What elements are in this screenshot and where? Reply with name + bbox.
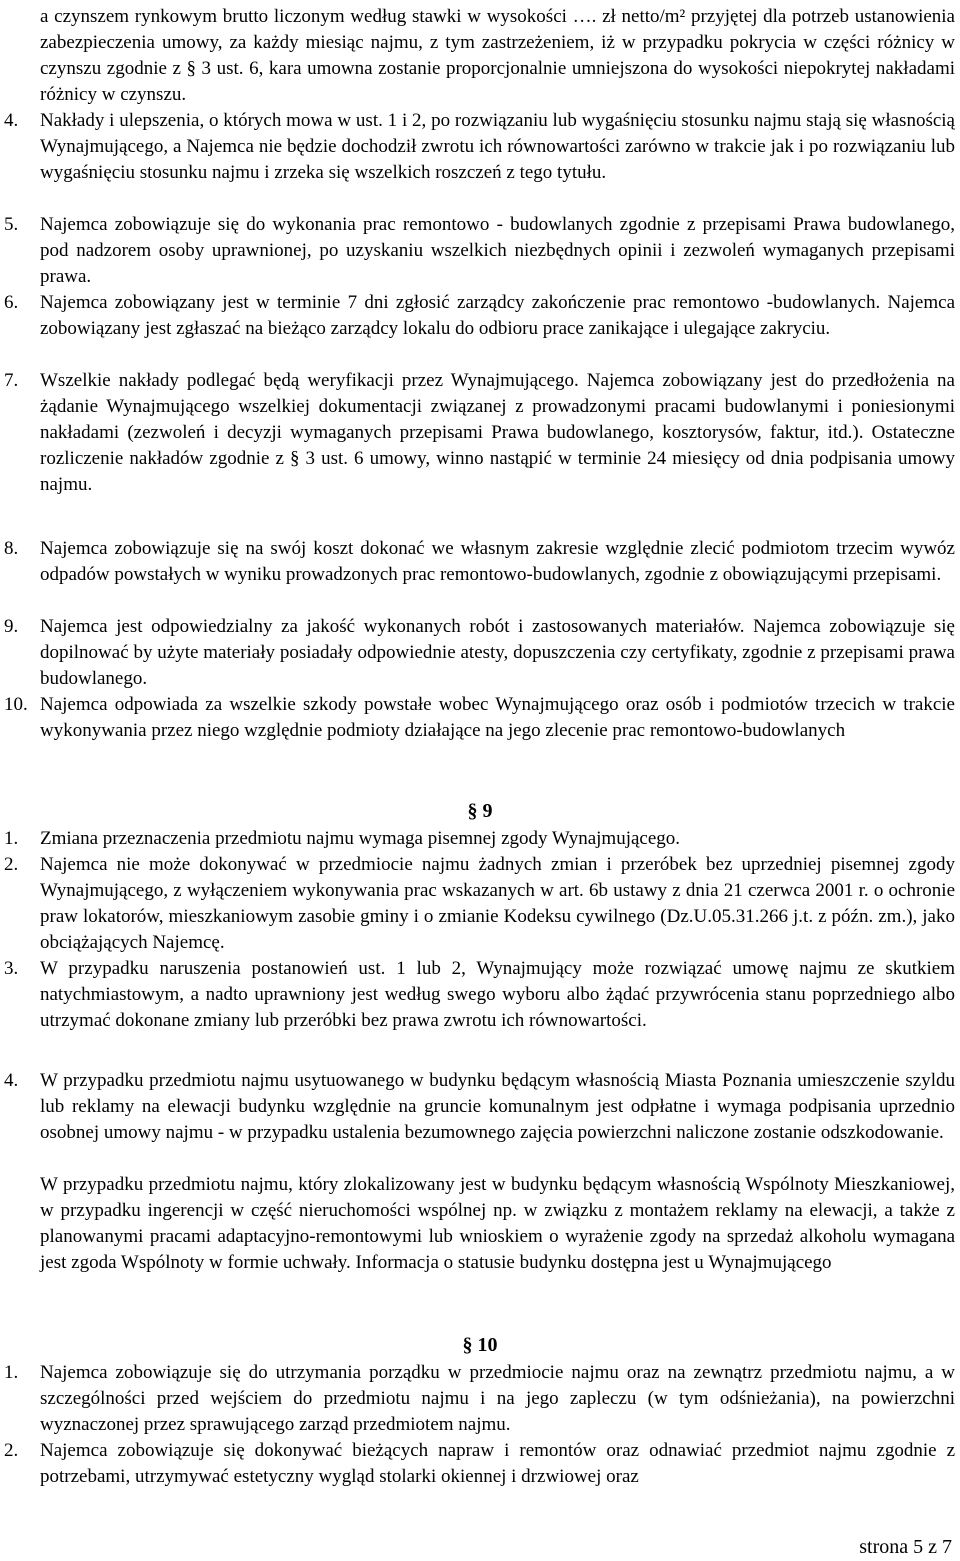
item-number: 2.: [4, 854, 19, 875]
item-number: 5.: [4, 214, 19, 235]
item-number: 1.: [4, 1362, 19, 1383]
item-number: 4.: [4, 110, 19, 131]
page-number: strona 5 z 7: [859, 1536, 952, 1558]
item-number: 10.: [4, 694, 28, 715]
section-heading: § 9: [467, 800, 493, 822]
item-text: Najemca zobowiązuje się dokonywać bieżących napraw i remontów oraz odnawiać przedmiot najmu zgodnie z potrzebami, utrzymywać estetyczny wygląd stolarki okiennej i drzwiowej oraz: [40, 1440, 955, 1487]
item-text: Najemca zobowiązuje się do wykonania prac remontowo - budowlanych zgodnie z przepisami Prawa budowlanego, pod nadzorem osoby uprawnionej, po uzyskaniu wszelkich niezbędnych opinii i zezwoleń wymaganych przepisami prawa.: [40, 214, 955, 287]
item-text: Najemca zobowiązuje się na swój koszt dokonać we własnym zakresie względnie zlecić podmiotom trzecim wywóz odpadów powstałych w wyniku prowadzonych prac remontowo-budowlanych, zgodnie z obowiązującymi przepisami.: [40, 538, 955, 585]
item-number: 4.: [4, 1070, 19, 1091]
item-number: 3.: [4, 958, 19, 979]
continuation-paragraph: W przypadku przedmiotu najmu, który zlokalizowany jest w budynku będącym własnością Wspólnoty Mieszkaniowej, w przypadku ingerencji w część nieruchomości wspólnej np. w związku z montażem reklamy na elewacji, a także z planowanymi pracami adaptacyjno-remontowymi lub wnioskiem o wyrażenie zgody na sprzedaż alkoholu wymagana jest zgoda Wspólnoty w formie uchwały. Informacja o statusie budynku dostępna jest u Wynajmującego: [40, 1174, 955, 1273]
item-text: Zmiana przeznaczenia przedmiotu najmu wymaga pisemnej zgody Wynajmującego.: [40, 828, 681, 849]
item-number: 7.: [4, 370, 19, 391]
item-number: 2.: [4, 1440, 19, 1461]
item-number: 1.: [4, 828, 19, 849]
item-text: Najemca nie może dokonywać w przedmiocie najmu żadnych zmian i przeróbek bez uprzedniej pisemnej zgody Wynajmującego, z wyłączeniem wykonywania prac wskazanych w art. 6b ustawy z dnia 21 czerwca 2001 r. o ochronie praw lokatorów, mieszkaniowym zasobie gminy i o zmianie Kodeksu cywilnego (Dz.U.05.31.266 j.t. z późn. zm.), jako obciążających Najemcę.: [40, 854, 955, 953]
item-text: Najemca zobowiązany jest w terminie 7 dni zgłosić zarządcy zakończenie prac remontowo -budowlanych. Najemca zobowiązany jest zgłaszać na bieżąco zarządcy lokalu do odbioru prace zanikające i ulegające zakryciu.: [40, 292, 955, 339]
item-number: 6.: [4, 292, 19, 313]
intro-paragraph: a czynszem rynkowym brutto liczonym według stawki w wysokości …. zł netto/m² przyjętej dla potrzeb ustanowienia zabezpieczenia umowy, za każdy miesiąc najmu, z tym zastrzeżeniem, iż w przypadku pokrycia w części różnicy w czynszu zgodnie z § 3 ust. 6, kara umowna zostanie proporcjonalnie umniejszona do wysokości niepokrytej nakładami różnicy w czynszu.: [40, 6, 955, 105]
item-text: Nakłady i ulepszenia, o których mowa w ust. 1 i 2, po rozwiązaniu lub wygaśnięciu stosunku najmu stają się własnością Wynajmującego, a Najemca nie będzie dochodził zwrotu ich równowartości zarówno w trakcie jak i po rozwiązaniu lub wygaśnięciu stosunku najmu i zrzeka się wszelkich roszczeń z tego tytułu.: [40, 110, 955, 183]
item-text: Najemca jest odpowiedzialny za jakość wykonanych robót i zastosowanych materiałów. Najemca zobowiązuje się dopilnować by użyte materiały posiadały odpowiednie atesty, dopuszczenia czy certyfikaty, zgodnie z przepisami prawa budowlanego.: [40, 616, 955, 689]
item-number: 8.: [4, 538, 19, 559]
item-text: W przypadku naruszenia postanowień ust. 1 lub 2, Wynajmujący może rozwiązać umowę najmu ze skutkiem natychmiastowym, a nadto uprawniony jest według swego wyboru albo żądać przywrócenia stanu poprzedniego albo utrzymać dokonane zmiany lub przeróbki bez prawa zwrotu ich równowartości.: [40, 958, 955, 1031]
section-heading: § 10: [462, 1334, 498, 1356]
item-number: 9.: [4, 616, 19, 637]
item-text: Wszelkie nakłady podlegać będą weryfikacji przez Wynajmującego. Najemca zobowiązany jest do przedłożenia na żądanie Wynajmującego wszelkiej dokumentacji związanej z prowadzonymi pracami budowlanymi i poniesionymi nakładami (zezwoleń i decyzji wymaganych przepisami Prawa budowlanego, kosztorysów, faktur, itd.). Ostateczne rozliczenie nakładów zgodnie z § 3 ust. 6 umowy, winno nastąpić w terminie 24 miesięcy od dnia podpisania umowy najmu.: [40, 370, 955, 495]
item-text: Najemca zobowiązuje się do utrzymania porządku w przedmiocie najmu oraz na zewnątrz przedmiotu najmu, a w szczególności przed wejściem do przedmiotu najmu i na jego zapleczu (w tym odśnieżania), na powierzchni wyznaczonej przez sprawującego zarząd przedmiotem najmu.: [40, 1362, 955, 1435]
item-text: Najemca odpowiada za wszelkie szkody powstałe wobec Wynajmującego oraz osób i podmiotów trzecich w trakcie wykonywania przez niego względnie podmioty działające na jego zlecenie prac remontowo-budowlanych: [40, 694, 955, 741]
item-text: W przypadku przedmiotu najmu usytuowanego w budynku będącym własnością Miasta Poznania umieszczenie szyldu lub reklamy na elewacji budynku względnie na gruncie komunalnym jest odpłatne i wymaga podpisania uprzednio osobnej umowy najmu - w przypadku ustalenia bezumownego zajęcia powierzchni naliczone zostanie odszkodowanie.: [40, 1070, 955, 1143]
